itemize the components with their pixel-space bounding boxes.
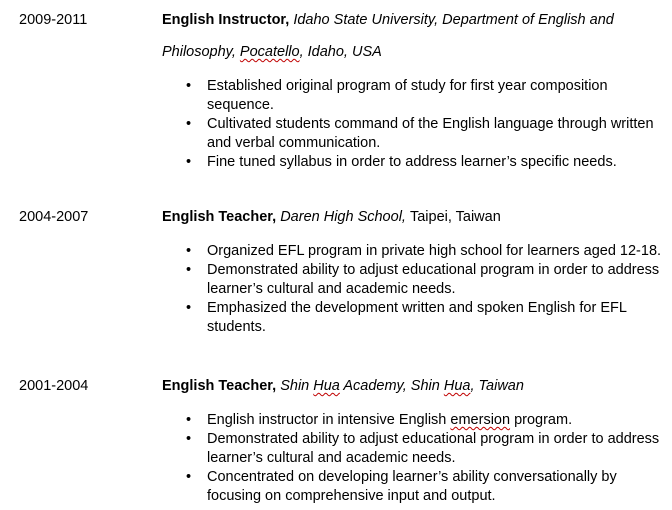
entry-header xyxy=(0,370,672,402)
bullet-text: and verbal communication. xyxy=(207,135,381,151)
bullet-icon: • xyxy=(186,431,192,447)
bullet-text: Organized EFL program in private high school for learners aged 12-18. xyxy=(207,243,662,259)
entry-date: 2001-2004 xyxy=(19,378,89,394)
job-title: English Teacher, xyxy=(162,209,281,225)
title-line xyxy=(162,370,524,402)
bullet-item xyxy=(186,430,672,468)
bullet-item xyxy=(186,411,672,430)
bullet-icon: • xyxy=(186,412,192,428)
organization-name: Academy, Shin xyxy=(339,378,444,394)
bullet-item xyxy=(186,77,672,115)
entry-title-block xyxy=(162,4,614,68)
misspelled-word: Pocatello xyxy=(239,44,300,60)
organization-name: Philosophy, xyxy=(162,44,240,60)
bullet-list xyxy=(0,411,672,506)
misspelled-word: Hua xyxy=(313,378,340,394)
bullet-text: Cultivated students command of the English language through written xyxy=(207,116,654,132)
bullet-icon: • xyxy=(186,116,192,132)
bullet-text: Demonstrated ability to adjust educational program in order to address xyxy=(207,431,660,447)
organization-location: Taipei, Taiwan xyxy=(409,209,501,225)
entry-date: 2009-2011 xyxy=(19,12,88,28)
organization-name: Idaho State University, Department of English and xyxy=(293,12,614,28)
entry-header xyxy=(0,4,672,68)
bullet-text: Established original program of study for first year composition xyxy=(207,78,608,94)
bullet-text: focusing on comprehensive input and output. xyxy=(207,488,496,504)
bullet-item xyxy=(186,242,672,261)
experience-entry xyxy=(0,370,672,506)
title-line xyxy=(162,201,501,233)
bullet-list xyxy=(0,77,672,172)
experience-entry xyxy=(0,4,672,172)
bullet-icon: • xyxy=(186,154,192,170)
bullet-text: Demonstrated ability to adjust educational program in order to address xyxy=(207,262,660,278)
bullet-text: students. xyxy=(207,319,266,335)
bullet-icon: • xyxy=(186,243,192,259)
misspelled-word: emersion xyxy=(450,412,511,428)
entry-header xyxy=(0,201,672,233)
title-line xyxy=(162,4,614,36)
bullet-icon: • xyxy=(186,300,192,316)
bullet-item xyxy=(186,115,672,153)
bullet-text: sequence. xyxy=(207,97,274,113)
bullet-icon: • xyxy=(186,262,192,278)
bullet-text: learner’s cultural and academic needs. xyxy=(207,281,456,297)
misspelled-word: Hua xyxy=(443,378,471,394)
entry-date: 2004-2007 xyxy=(19,209,89,225)
bullet-item xyxy=(186,261,672,299)
bullet-text-segment: English instructor in intensive English xyxy=(207,412,451,428)
entry-title-block xyxy=(162,370,524,402)
organization-location: , Taiwan xyxy=(470,378,524,394)
bullet-text-segment: program. xyxy=(510,412,573,428)
bullet-icon: • xyxy=(186,469,192,485)
bullet-item xyxy=(186,153,672,172)
bullet-item xyxy=(186,468,672,506)
organization-location: , Idaho, USA xyxy=(299,44,382,60)
bullet-item xyxy=(186,299,672,337)
bullet-text: Fine tuned syllabus in order to address learner’s specific needs. xyxy=(207,154,617,170)
job-title: English Instructor, xyxy=(162,12,294,28)
bullet-icon: • xyxy=(186,78,192,94)
bullet-text: Concentrated on developing learner’s ability conversationally by xyxy=(207,469,617,485)
bullet-list xyxy=(0,242,672,337)
entry-title-block xyxy=(162,201,501,233)
title-line xyxy=(162,36,614,68)
organization-name: Shin xyxy=(280,378,314,394)
bullet-text: learner’s cultural and academic needs. xyxy=(207,450,456,466)
bullet-text xyxy=(207,411,672,430)
job-title: English Teacher, xyxy=(162,378,281,394)
experience-entry xyxy=(0,201,672,337)
organization-name: Daren High School, xyxy=(280,209,410,225)
bullet-text: Emphasized the development written and spoken English for EFL xyxy=(207,300,627,316)
